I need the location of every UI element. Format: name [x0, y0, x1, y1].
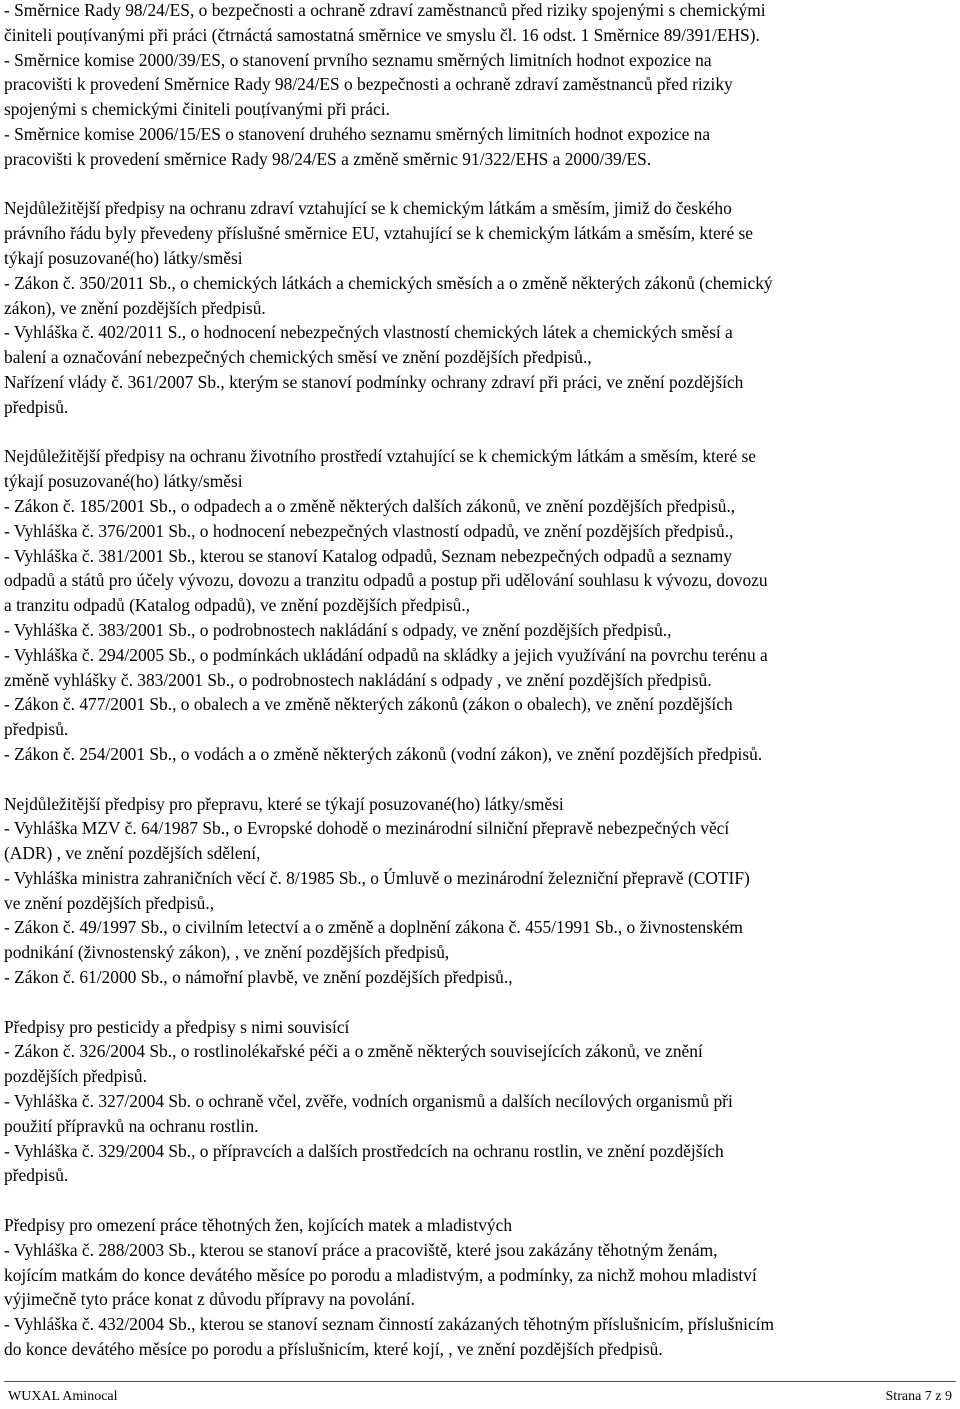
text-line: - Zákon č. 254/2001 Sb., o vodách a o změně některých zákonů (vodní zákon), ve znění pozdějších předpisů. [4, 743, 763, 764]
text-line: a tranzitu odpadů (Katalog odpadů), ve znění pozdějších předpisů., [4, 595, 471, 616]
text-line: - Vyhláška č. 383/2001 Sb., o podrobnostech nakládání s odpady, ve znění pozdějších předpisů., [4, 619, 672, 640]
text-line: pozdějších předpisů. [4, 1066, 147, 1087]
text-line: Předpisy pro pesticidy a předpisy s nimi souvisící [4, 1016, 350, 1037]
text-line: (ADR) , ve znění pozdějších sdělení, [4, 843, 261, 864]
text-line: zákon), ve znění pozdějších předpisů. [4, 297, 266, 318]
text-line: Nejdůležitější předpisy na ochranu životního prostředí vztahující se k chemickým látkám a směsím, které se [4, 446, 756, 467]
text-line: odpadů a států pro účely vývozu, dovozu a tranzitu odpadů a postup při udělování souhlasu k vývozu, dovozu [4, 570, 768, 591]
text-line: předpisů. [4, 396, 69, 417]
text-line: použití přípravků na ochranu rostlin. [4, 1115, 259, 1136]
text-line: pracovišti k provedení směrnice Rady 98/24/ES a změně směrnic 91/322/EHS a 2000/39/ES. [4, 148, 652, 169]
text-line: spojenými s chemickými činiteli pouțívanými při práci. [4, 99, 390, 120]
paragraph-health-regulations [4, 196, 952, 419]
text-line: do konce devátého měsíce po porodu a příslušnicím, které kojí, , ve znění pozdějších předpisů. [4, 1339, 663, 1360]
text-line: - Zákon č. 326/2004 Sb., o rostlinolékařské péči a o změně některých souvisejících zákonů, ve znění [4, 1041, 703, 1062]
text-line: - Vyhláška č. 381/2001 Sb., kterou se stanoví Katalog odpadů, Seznam nebezpečných odpadů a seznamy [4, 545, 732, 566]
text-line: - Zákon č. 61/2000 Sb., o námořní plavbě, ve znění pozdějších předpisů., [4, 967, 513, 988]
text-line: - Zákon č. 477/2001 Sb., o obalech a ve změně některých zákonů (zákon o obalech), ve znění pozdějších [4, 694, 733, 715]
text-line: - Vyhláška č. 432/2004 Sb., kterou se stanoví seznam činností zakázaných těhotným příslušnicím, příslušnicím [4, 1314, 775, 1335]
text-line: Předpisy pro omezení práce těhotných žen, kojících matek a mladistvých [4, 1215, 513, 1236]
footer-page-number: Strana 7 z 9 [885, 1389, 952, 1404]
footer-divider [4, 1381, 956, 1382]
text-line: - Zákon č. 185/2001 Sb., o odpadech a o změně některých dalších zákonů, ve znění pozdějších předpisů., [4, 495, 736, 516]
text-line: kojícím matkám do konce devátého měsíce po porodu a mladistvým, a podmínky, za nichž mohou mladiství [4, 1264, 757, 1285]
text-line: - Vyhláška MZV č. 64/1987 Sb., o Evropské dohodě o mezinárodní silniční přepravě nebezpečných věcí [4, 818, 730, 839]
paragraph-transport-regulations [4, 792, 952, 990]
text-line: ve znění pozdějších předpisů., [4, 892, 215, 913]
paragraph-eu-directives [4, 0, 952, 172]
page-footer [8, 1388, 952, 1406]
paragraph-environment-regulations [4, 444, 952, 766]
text-line: Nejdůležitější předpisy na ochranu zdraví vztahující se k chemickým látkám a směsím, jimiž do českého [4, 198, 732, 219]
paragraph-work-restriction-regulations [4, 1213, 952, 1362]
text-line: - Zákon č. 350/2011 Sb., o chemických látkách a chemických směsích a o změně některých zákonů (chemický [4, 272, 773, 293]
document-body [4, 0, 952, 1387]
text-line: - Zákon č. 49/1997 Sb., o civilním letectví a o změně a doplnění zákona č. 455/1991 Sb., o živnostenském [4, 917, 743, 938]
text-line: předpisů. [4, 1165, 69, 1186]
text-line: - Vyhláška č. 288/2003 Sb., kterou se stanoví práce a pracoviště, které jsou zakázány těhotným ženám, [4, 1239, 718, 1260]
text-line: - Vyhláška č. 402/2011 S., o hodnocení nebezpečných vlastností chemických látek a chemických směsí a [4, 322, 733, 343]
text-line: právního řádu byly převedeny příslušné směrnice EU, vztahující se k chemickým látkám a směsím, které se [4, 223, 754, 244]
paragraph-pesticide-regulations [4, 1015, 952, 1189]
text-line: předpisů. [4, 719, 69, 740]
text-line: - Vyhláška č. 376/2001 Sb., o hodnocení nebezpečných vlastností odpadů, ve znění pozdějších předpisů., [4, 520, 734, 541]
text-line: - Vyhláška č. 294/2005 Sb., o podmínkách ukládání odpadů na skládky a jejich využívání na povrchu terénu a [4, 644, 768, 665]
text-line: - Směrnice Rady 98/24/ES, o bezpečnosti a ochraně zdraví zaměstnanců před riziky spojenými s chemickými [4, 0, 766, 20]
text-line: - Vyhláška č. 327/2004 Sb. o ochraně včel, zvěře, vodních organismů a dalších necílových organismů při [4, 1091, 733, 1112]
text-line: Nejdůležitější předpisy pro přepravu, které se týkají posuzované(ho) látky/směsi [4, 793, 564, 814]
text-line: změně vyhlášky č. 383/2001 Sb., o podrobnostech nakládání s odpady , ve znění pozdějších předpisů. [4, 669, 712, 690]
text-line: - Vyhláška č. 329/2004 Sb., o přípravcích a dalších prostředcích na ochranu rostlin, ve znění pozdějších [4, 1140, 724, 1161]
text-line: pracovišti k provedení Směrnice Rady 98/24/ES o bezpečnosti a ochraně zdraví zaměstnanců před riziky [4, 74, 733, 95]
text-line: týkají posuzované(ho) látky/směsi [4, 247, 243, 268]
text-line: balení a označování nebezpečných chemických směsí ve znění pozdějších předpisů., [4, 347, 592, 368]
footer-product-name: WUXAL Aminocal [8, 1389, 118, 1404]
text-line: - Směrnice komise 2006/15/ES o stanovení druhého seznamu směrných limitních hodnot expozice na [4, 123, 711, 144]
text-line: podnikání (živnostenský zákon), , ve znění pozdějších předpisů, [4, 942, 450, 963]
text-line: - Směrnice komise 2000/39/ES, o stanovení prvního seznamu směrných limitních hodnot expozice na [4, 49, 712, 70]
text-line: činiteli pouțívanými při práci (čtrnáctá samostatná směrnice ve smyslu čl. 16 odst. 1 Směrnice 89/391/EHS). [4, 24, 760, 45]
text-line: týkají posuzované(ho) látky/směsi [4, 471, 243, 492]
text-line: výjimečně tyto práce konat z důvodu přípravy na povolání. [4, 1289, 415, 1310]
text-line: - Vyhláška ministra zahraničních věcí č. 8/1985 Sb., o Úmluvě o mezinárodní železniční přepravě (COTIF) [4, 867, 750, 888]
text-line: Nařízení vlády č. 361/2007 Sb., kterým se stanoví podmínky ochrany zdraví při práci, ve znění pozdějších [4, 371, 744, 392]
